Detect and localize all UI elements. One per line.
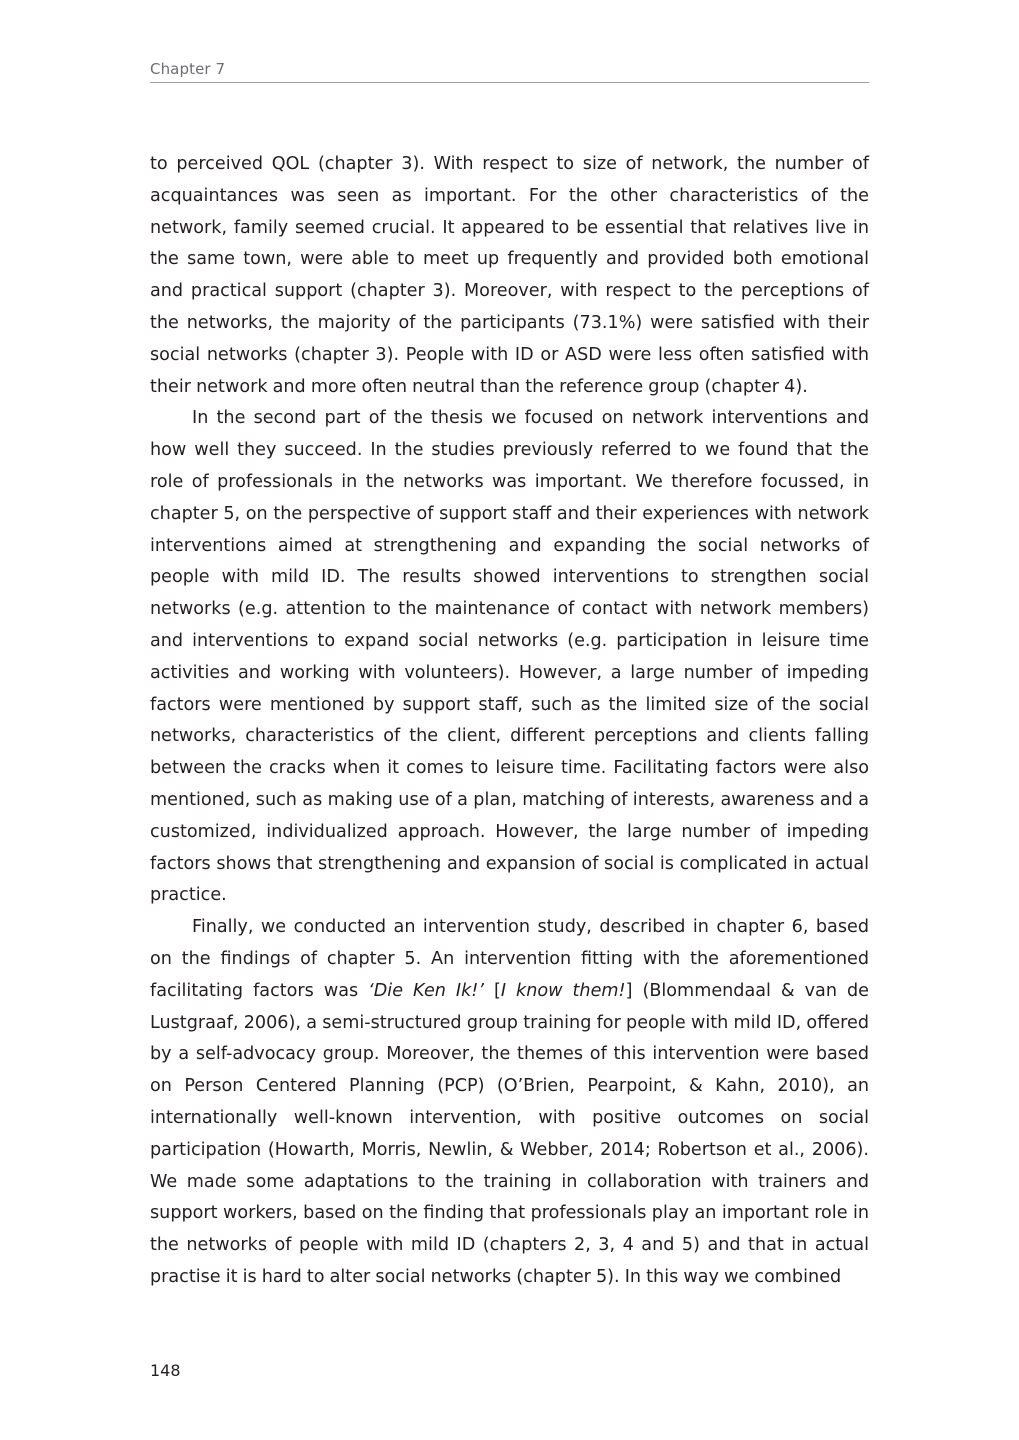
page-number: 148 [150,1361,181,1380]
training-title-english: I know them! [500,980,626,1001]
paragraph-3-text-a: Finally, we conducted an intervention study, described in chapter 6, based on the findings of chapter 5. An intervention fitting with the aforementioned facilitating factors was [150,917,869,1001]
paragraph-3-text-b: [ [483,980,501,1001]
paragraph-3-text-c: ] (Blommendaal & van de Lustgraaf, 2006), a semi-structured group training for people with mild ID, offered by a self-advocacy group. Moreover, the themes of this intervention were based on Person Centered Planning (PCP) (O’Brien, Pearpoint, & Kahn, 2010), an internationally well-known intervention, with positive outcomes on social participation (Howarth, Morris, Newlin, & Webber, 2014; Robertson et al., 2006). We made some adaptations to the training in collaboration with trainers and support workers, based on the finding that professionals play an important role in the networks of people with mild ID (chapters 2, 3, 4 and 5) and that in actual practise it is hard to alter social networks (chapter 5). In this way we combined [150,980,869,1287]
body-text [150,149,869,1294]
training-title-dutch: ‘Die Ken Ik!’ [368,980,484,1001]
paragraph-2: In the second part of the thesis we focused on network interventions and how well they succeed. In the studies previously referred to we found that the role of professionals in the networks was important. We therefore focussed, in chapter 5, on the perspective of support staff and their experiences with network interventions aimed at strengthening and expanding the social networks of people with mild ID. The results showed interventions to strengthen social networks (e.g. attention to the maintenance of contact with network members) and interventions to expand social networks (e.g. participation in leisure time activities and working with volunteers). However, a large number of impeding factors were mentioned by support staff, such as the limited size of the social networks, characteristics of the client, different perceptions and clients falling between the cracks when it comes to leisure time. Facilitating factors were also mentioned, such as making use of a plan, matching of interests, awareness and a customized, individualized approach. However, the large number of impeding factors shows that strengthening and expansion of social is complicated in actual practice. [150,408,869,906]
header-rule [150,82,869,83]
running-header: Chapter 7 [150,60,226,78]
paragraph-1: to perceived QOL (chapter 3). With respect to size of network, the number of acquaintances was seen as important. For the other characteristics of the network, family seemed crucial. It appeared to be essential that relatives live in the same town, were able to meet up frequently and provided both emotional and practical support (chapter 3). Moreover, with respect to the perceptions of the networks, the majority of the participants (73.1%) were satisfied with their social networks (chapter 3). People with ID or ASD were less often satisfied with their network and more often neutral than the reference group (chapter 4). [150,154,869,397]
paragraph-3 [150,912,869,1294]
